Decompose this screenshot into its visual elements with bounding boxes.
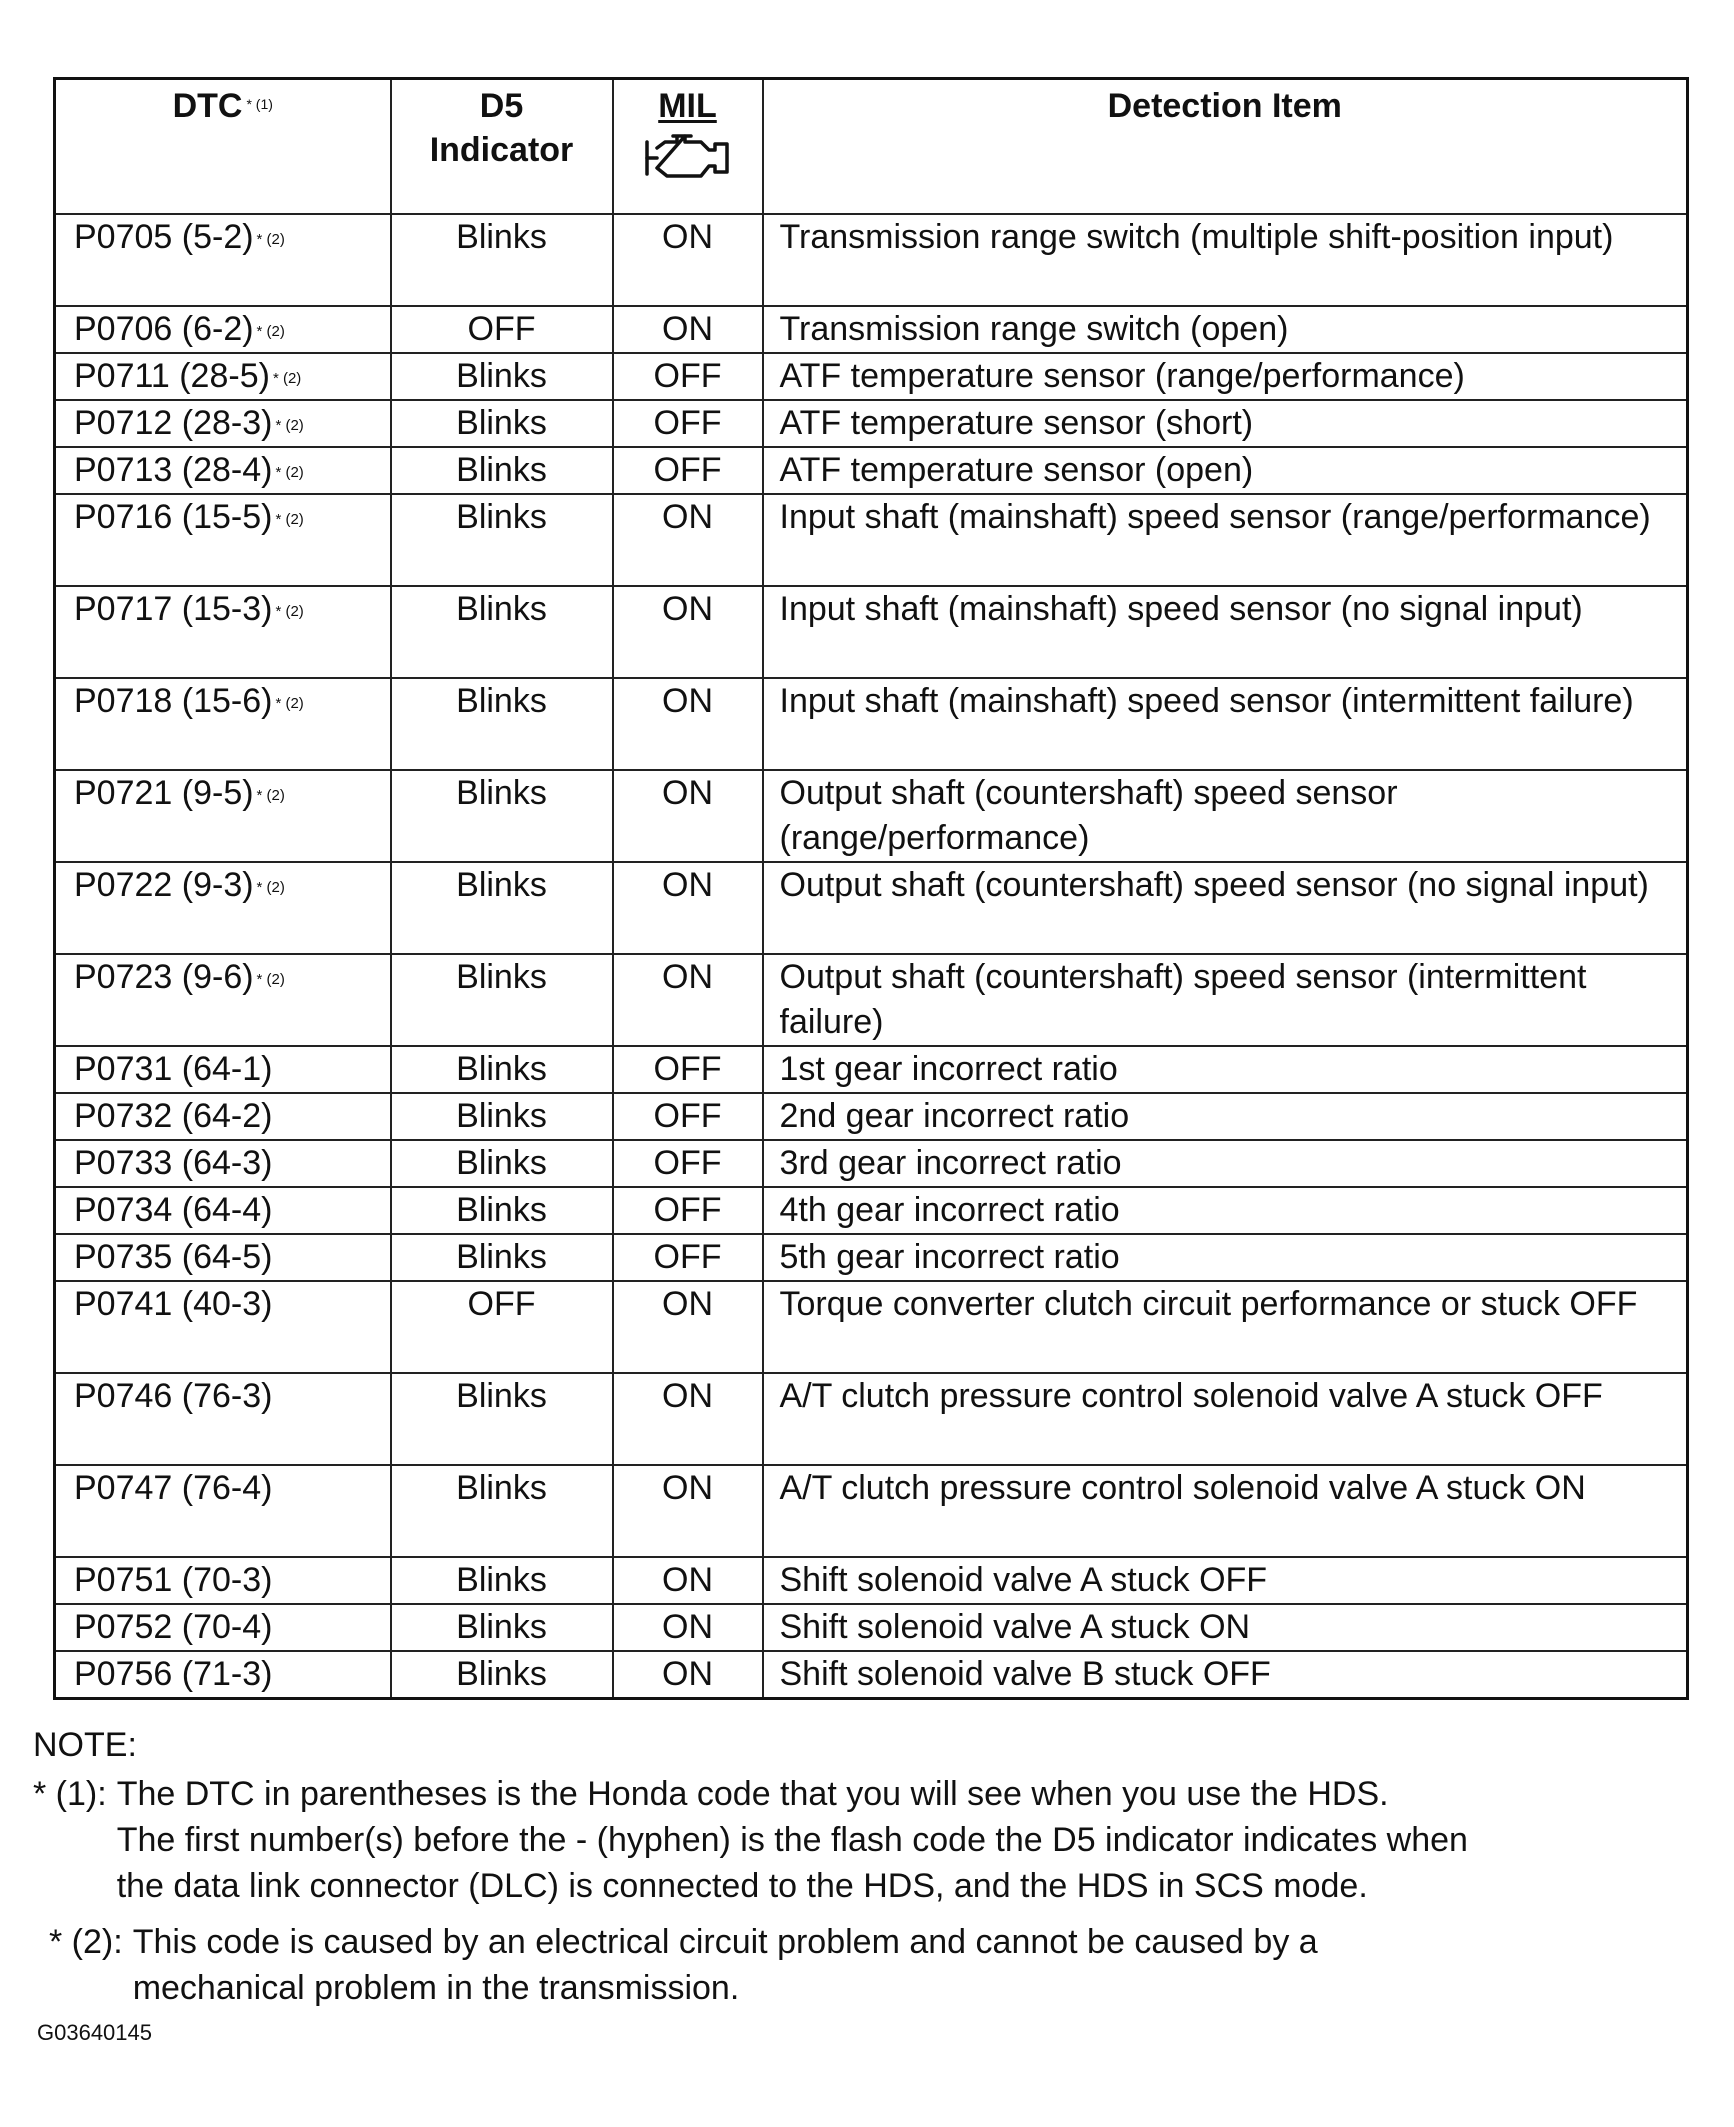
d5-indicator-cell: Blinks (391, 1465, 613, 1557)
dtc-code: P0717 (15-3) (74, 589, 273, 628)
table-row (55, 1140, 1688, 1187)
mil-status-cell: ON (613, 306, 763, 353)
dtc-footnote-ref: * (2) (256, 786, 285, 804)
note-2 (33, 1919, 1713, 2011)
dtc-code-cell (55, 1373, 391, 1465)
detection-item-cell: ATF temperature sensor (short) (763, 400, 1688, 447)
detection-item-cell: Torque converter clutch circuit performance or stuck OFF (763, 1281, 1688, 1373)
detection-item-cell: Shift solenoid valve A stuck ON (763, 1604, 1688, 1651)
d5-indicator-cell: Blinks (391, 1604, 613, 1651)
mil-status-cell: OFF (613, 1234, 763, 1281)
header-mil (613, 79, 763, 214)
d5-indicator-cell: Blinks (391, 1557, 613, 1604)
dtc-code: P0733 (64-3) (74, 1143, 273, 1182)
dtc-code-cell (55, 862, 391, 954)
mil-status-cell: OFF (613, 447, 763, 494)
table-row (55, 306, 1688, 353)
table-row (55, 1187, 1688, 1234)
mil-status-cell: OFF (613, 353, 763, 400)
notes-section (33, 1722, 1713, 2021)
dtc-footnote-ref: * (2) (275, 510, 304, 528)
dtc-code-cell (55, 1140, 391, 1187)
d5-indicator-cell: Blinks (391, 586, 613, 678)
header-dtc-note: * (1) (246, 96, 273, 112)
engine-icon (643, 130, 733, 182)
table-row (55, 494, 1688, 586)
d5-indicator-cell: Blinks (391, 447, 613, 494)
mil-status-cell: ON (613, 678, 763, 770)
dtc-footnote-ref: * (2) (272, 369, 302, 387)
dtc-code: P0751 (70-3) (74, 1560, 273, 1599)
detection-item-cell: 2nd gear incorrect ratio (763, 1093, 1688, 1140)
dtc-footnote-ref: * (2) (256, 322, 285, 340)
note-1-marker: * (1): (33, 1775, 107, 1813)
d5-indicator-cell: Blinks (391, 1093, 613, 1140)
mil-status-cell: OFF (613, 400, 763, 447)
dtc-code-cell (55, 494, 391, 586)
detection-item-cell: 5th gear incorrect ratio (763, 1234, 1688, 1281)
dtc-code-cell (55, 678, 391, 770)
note-2-line: mechanical problem in the transmission. (132, 1969, 740, 2007)
dtc-code: P0713 (28-4) (74, 450, 273, 489)
d5-indicator-cell: OFF (391, 306, 613, 353)
dtc-code-cell (55, 954, 391, 1046)
mil-status-cell: OFF (613, 1046, 763, 1093)
table-row (55, 1373, 1688, 1465)
dtc-code-cell (55, 1046, 391, 1093)
mil-status-cell: ON (613, 862, 763, 954)
dtc-code: P0722 (9-3) (74, 865, 254, 904)
detection-item-cell: 1st gear incorrect ratio (763, 1046, 1688, 1093)
header-d5-label: D5 (479, 87, 524, 125)
note-1-line: The first number(s) before the - (hyphen) is the flash code the D5 indicator indicates when (116, 1821, 1468, 1859)
d5-indicator-cell: Blinks (391, 862, 613, 954)
dtc-code-cell (55, 306, 391, 353)
detection-item-cell: Input shaft (mainshaft) speed sensor (range/performance) (763, 494, 1688, 586)
d5-indicator-cell: OFF (391, 1281, 613, 1373)
table-row (55, 1604, 1688, 1651)
mil-status-cell: ON (613, 1465, 763, 1557)
detection-item-cell: ATF temperature sensor (open) (763, 447, 1688, 494)
dtc-code: P0712 (28-3) (74, 403, 273, 442)
dtc-code-cell (55, 447, 391, 494)
mil-status-cell: ON (613, 1604, 763, 1651)
mil-status-cell: ON (613, 1557, 763, 1604)
d5-indicator-cell: Blinks (391, 1651, 613, 1699)
note-2-marker: * (2): (49, 1923, 123, 1961)
mil-status-cell: ON (613, 586, 763, 678)
dtc-code: P0716 (15-5) (74, 497, 273, 536)
dtc-code: P0747 (76-4) (74, 1468, 273, 1507)
mil-status-cell: ON (613, 1373, 763, 1465)
table-row (55, 1465, 1688, 1557)
note-1-line: the data link connector (DLC) is connected to the HDS, and the HDS in SCS mode. (116, 1867, 1368, 1905)
detection-item-cell: Shift solenoid valve A stuck OFF (763, 1557, 1688, 1604)
detection-item-cell: A/T clutch pressure control solenoid valve A stuck ON (763, 1465, 1688, 1557)
table-row (55, 586, 1688, 678)
note-2-line: This code is caused by an electrical circuit problem and cannot be caused by a (132, 1923, 1318, 1961)
d5-indicator-cell: Blinks (391, 214, 613, 306)
d5-indicator-cell: Blinks (391, 954, 613, 1046)
note-2-text (133, 1919, 1713, 2011)
dtc-code-cell (55, 1604, 391, 1651)
mil-status-cell: ON (613, 494, 763, 586)
mil-status-cell: ON (613, 1281, 763, 1373)
d5-indicator-cell: Blinks (391, 353, 613, 400)
detection-item-cell: Input shaft (mainshaft) speed sensor (no signal input) (763, 586, 1688, 678)
dtc-code: P0741 (40-3) (74, 1284, 273, 1323)
d5-indicator-cell: Blinks (391, 400, 613, 447)
dtc-footnote-ref: * (2) (275, 463, 304, 481)
notes-title: NOTE: (33, 1726, 137, 1764)
dtc-code-cell (55, 214, 391, 306)
dtc-code: P0756 (71-3) (74, 1654, 273, 1693)
header-dtc (55, 79, 391, 214)
d5-indicator-cell: Blinks (391, 1187, 613, 1234)
table-row (55, 1651, 1688, 1699)
dtc-code-cell (55, 1234, 391, 1281)
dtc-code: P0735 (64-5) (74, 1237, 273, 1276)
mil-status-cell: ON (613, 770, 763, 862)
detection-item-cell: Output shaft (countershaft) speed sensor (no signal input) (763, 862, 1688, 954)
dtc-code: P0723 (9-6) (74, 957, 254, 996)
mil-status-cell: OFF (613, 1187, 763, 1234)
detection-item-cell: ATF temperature sensor (range/performance) (763, 353, 1688, 400)
dtc-code: P0752 (70-4) (74, 1607, 273, 1646)
mil-status-cell: ON (613, 1651, 763, 1699)
dtc-code: P0731 (64-1) (74, 1049, 273, 1088)
table-row (55, 400, 1688, 447)
table-row (55, 1046, 1688, 1093)
table-row (55, 353, 1688, 400)
dtc-code-cell (55, 1281, 391, 1373)
table-row (55, 954, 1688, 1046)
dtc-code-cell (55, 400, 391, 447)
dtc-code: P0721 (9-5) (74, 773, 254, 812)
note-1 (33, 1771, 1713, 1909)
d5-indicator-cell: Blinks (391, 494, 613, 586)
table-row (55, 862, 1688, 954)
header-detection-item: Detection Item (763, 79, 1688, 214)
dtc-code-cell (55, 1651, 391, 1699)
note-1-line: The DTC in parentheses is the Honda code that you will see when you use the HDS. (116, 1775, 1389, 1813)
table-row (55, 1557, 1688, 1604)
detection-item-cell: Shift solenoid valve B stuck OFF (763, 1651, 1688, 1699)
detection-item-cell: 3rd gear incorrect ratio (763, 1140, 1688, 1187)
dtc-code-cell (55, 1093, 391, 1140)
d5-indicator-cell: Blinks (391, 678, 613, 770)
dtc-code: P0718 (15-6) (74, 681, 273, 720)
mil-status-cell: OFF (613, 1140, 763, 1187)
dtc-table-body (55, 214, 1688, 1699)
d5-indicator-cell: Blinks (391, 1373, 613, 1465)
dtc-code: P0706 (6-2) (74, 309, 254, 348)
dtc-table (53, 77, 1689, 1700)
table-row (55, 770, 1688, 862)
dtc-code: P0734 (64-4) (74, 1190, 273, 1229)
dtc-code-cell (55, 1465, 391, 1557)
table-row (55, 447, 1688, 494)
d5-indicator-cell: Blinks (391, 1140, 613, 1187)
figure-id: G03640145 (37, 2020, 152, 2045)
d5-indicator-cell: Blinks (391, 1046, 613, 1093)
dtc-code: P0732 (64-2) (74, 1096, 273, 1135)
table-row (55, 1234, 1688, 1281)
dtc-footnote-ref: * (2) (275, 602, 304, 620)
header-d5-indicator (391, 79, 613, 214)
table-row (55, 1281, 1688, 1373)
detection-item-cell: A/T clutch pressure control solenoid valve A stuck OFF (763, 1373, 1688, 1465)
d5-indicator-cell: Blinks (391, 770, 613, 862)
dtc-code-cell (55, 586, 391, 678)
detection-item-cell: Transmission range switch (open) (763, 306, 1688, 353)
dtc-code: P0746 (76-3) (74, 1376, 273, 1415)
dtc-code: P0705 (5-2) (74, 217, 254, 256)
table-row (55, 1093, 1688, 1140)
dtc-footnote-ref: * (2) (256, 970, 285, 988)
dtc-footnote-ref: * (2) (256, 230, 285, 248)
dtc-footnote-ref: * (2) (275, 416, 304, 434)
d5-indicator-cell: Blinks (391, 1234, 613, 1281)
detection-item-cell: Transmission range switch (multiple shift-position input) (763, 214, 1688, 306)
dtc-footnote-ref: * (2) (256, 878, 285, 896)
header-indicator-label: Indicator (429, 131, 574, 169)
header-dtc-label: DTC (172, 87, 243, 125)
detection-item-cell: Output shaft (countershaft) speed sensor (intermittent failure) (763, 954, 1688, 1046)
detection-item-cell: Input shaft (mainshaft) speed sensor (intermittent failure) (763, 678, 1688, 770)
dtc-code-cell (55, 770, 391, 862)
note-1-text (117, 1771, 1713, 1909)
dtc-code-cell (55, 353, 391, 400)
dtc-code: P0711 (28-5) (74, 356, 270, 395)
mil-status-cell: ON (613, 214, 763, 306)
table-row (55, 678, 1688, 770)
table-row (55, 214, 1688, 306)
header-mil-label: MIL (658, 87, 717, 125)
detection-item-cell: 4th gear incorrect ratio (763, 1187, 1688, 1234)
table-header-row (55, 79, 1688, 214)
dtc-code-cell (55, 1187, 391, 1234)
mil-status-cell: ON (613, 954, 763, 1046)
dtc-code-cell (55, 1557, 391, 1604)
detection-item-cell: Output shaft (countershaft) speed sensor (range/performance) (763, 770, 1688, 862)
mil-status-cell: OFF (613, 1093, 763, 1140)
dtc-footnote-ref: * (2) (275, 694, 304, 712)
